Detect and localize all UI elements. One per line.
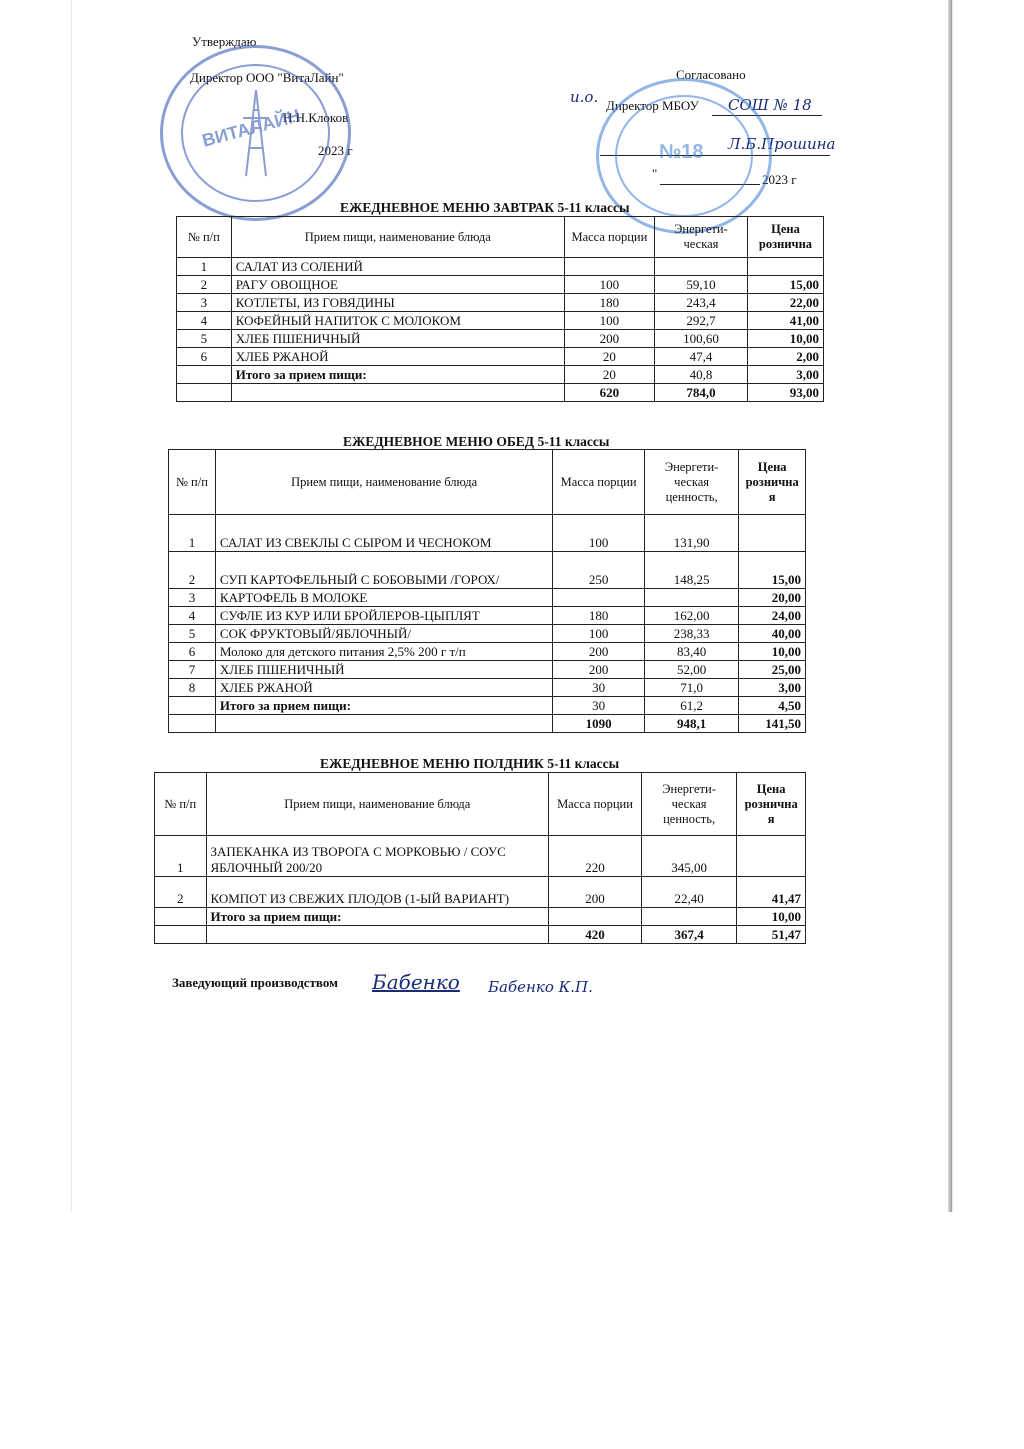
table-row bbox=[155, 836, 806, 877]
table-row bbox=[177, 348, 824, 366]
agree-label: Согласовано bbox=[676, 67, 746, 82]
dish-price: 24,00 bbox=[739, 607, 806, 625]
dish-mass: 200 bbox=[553, 661, 645, 679]
row-number: 7 bbox=[169, 661, 216, 679]
header-dish: Прием пищи, наименование блюда bbox=[206, 773, 549, 836]
dish-price: 40,00 bbox=[739, 625, 806, 643]
dish-price: 15,00 bbox=[739, 552, 806, 589]
row-number: 4 bbox=[169, 607, 216, 625]
header-energy: Энергети-ческая ценность, bbox=[644, 450, 738, 515]
row-number: 3 bbox=[177, 294, 232, 312]
dish-price: 10,00 bbox=[747, 330, 823, 348]
dish-mass bbox=[549, 908, 642, 926]
header-price: Цена рознична я bbox=[737, 773, 806, 836]
dish-mass: 220 bbox=[549, 836, 642, 877]
total-energy: 784,0 bbox=[654, 384, 747, 402]
dish-name: КОФЕЙНЫЙ НАПИТОК С МОЛОКОМ bbox=[231, 312, 564, 330]
dish-price: 15,00 bbox=[747, 276, 823, 294]
dish-name: РАГУ ОВОЩНОЕ bbox=[231, 276, 564, 294]
breakfast-title: ЕЖЕДНЕВНОЕ МЕНЮ ЗАВТРАК 5-11 классы bbox=[340, 200, 630, 215]
dish-name: Итого за прием пищи: bbox=[231, 366, 564, 384]
row-number: 5 bbox=[169, 625, 216, 643]
dish-name: СУФЛЕ ИЗ КУР ИЛИ БРОЙЛЕРОВ-ЦЫПЛЯТ bbox=[215, 607, 552, 625]
dish-name: САЛАТ ИЗ СОЛЕНИЙ bbox=[231, 258, 564, 276]
dish-mass: 250 bbox=[553, 552, 645, 589]
total-energy: 367,4 bbox=[641, 926, 736, 944]
dish-mass: 200 bbox=[564, 330, 654, 348]
dish-price: 10,00 bbox=[739, 643, 806, 661]
dish-price: 3,00 bbox=[739, 679, 806, 697]
approve-year: 2023 г bbox=[318, 143, 353, 158]
footer-label: Заведующий производством bbox=[172, 975, 338, 990]
table-row bbox=[177, 276, 824, 294]
dish-energy: 47,4 bbox=[654, 348, 747, 366]
header-mass: Масса порции bbox=[553, 450, 645, 515]
total-blank bbox=[155, 926, 207, 944]
dish-name: ХЛЕБ ПШЕНИЧНЫЙ bbox=[231, 330, 564, 348]
dish-energy: 243,4 bbox=[654, 294, 747, 312]
dish-price: 4,50 bbox=[739, 697, 806, 715]
row-number: 1 bbox=[169, 515, 216, 552]
table-row bbox=[177, 330, 824, 348]
total-blank bbox=[215, 715, 552, 733]
row-number: 4 bbox=[177, 312, 232, 330]
blank-area bbox=[0, 1212, 1024, 1449]
dish-price: 20,00 bbox=[739, 589, 806, 607]
lunch-table bbox=[168, 449, 806, 733]
dish-energy: 292,7 bbox=[654, 312, 747, 330]
table-total-row bbox=[169, 715, 806, 733]
dish-energy bbox=[644, 589, 738, 607]
total-blank bbox=[169, 715, 216, 733]
dish-energy: 238,33 bbox=[644, 625, 738, 643]
snack-table bbox=[154, 772, 806, 944]
dish-name: Итого за прием пищи: bbox=[206, 908, 549, 926]
row-number: 5 bbox=[177, 330, 232, 348]
row-number: 2 bbox=[155, 877, 207, 908]
table-total-row bbox=[177, 384, 824, 402]
header-number: № п/п bbox=[177, 217, 232, 258]
header-energy: Энергети-ческая bbox=[654, 217, 747, 258]
header-number: № п/п bbox=[155, 773, 207, 836]
dish-energy: 131,90 bbox=[644, 515, 738, 552]
dish-energy: 83,40 bbox=[644, 643, 738, 661]
footer-signature-name: Бабенко К.П. bbox=[488, 978, 593, 996]
row-number: 6 bbox=[177, 348, 232, 366]
dish-mass: 200 bbox=[553, 643, 645, 661]
agree-prefix: и.о. bbox=[570, 88, 599, 106]
row-number bbox=[169, 697, 216, 715]
dish-mass bbox=[553, 589, 645, 607]
row-number: 2 bbox=[169, 552, 216, 589]
approve-name: Н.Н.Клоков bbox=[283, 110, 349, 125]
header-price: Цена рознична я bbox=[739, 450, 806, 515]
total-blank bbox=[206, 926, 549, 944]
dish-price: 41,47 bbox=[737, 877, 806, 908]
dish-price: 2,00 bbox=[747, 348, 823, 366]
table-row bbox=[169, 643, 806, 661]
agree-position: Директор МБОУ bbox=[606, 98, 699, 113]
total-mass: 620 bbox=[564, 384, 654, 402]
dish-mass: 20 bbox=[564, 366, 654, 384]
dish-energy: 162,00 bbox=[644, 607, 738, 625]
header-number: № п/п bbox=[169, 450, 216, 515]
footer-signature: Бабенко bbox=[372, 970, 460, 994]
table-header-row bbox=[155, 773, 806, 836]
table-row bbox=[155, 877, 806, 908]
dish-price: 3,00 bbox=[747, 366, 823, 384]
row-number: 8 bbox=[169, 679, 216, 697]
table-row bbox=[169, 607, 806, 625]
agree-school: СОШ № 18 bbox=[728, 96, 812, 114]
dish-name: ХЛЕБ РЖАНОЙ bbox=[231, 348, 564, 366]
snack-title: ЕЖЕДНЕВНОЕ МЕНЮ ПОЛДНИК 5-11 классы bbox=[320, 756, 620, 771]
total-energy: 948,1 bbox=[644, 715, 738, 733]
total-price: 141,50 bbox=[739, 715, 806, 733]
row-number: 1 bbox=[177, 258, 232, 276]
dish-name: ХЛЕБ ПШЕНИЧНЫЙ bbox=[215, 661, 552, 679]
row-number bbox=[155, 908, 207, 926]
company-stamp bbox=[160, 45, 351, 221]
dish-price: 25,00 bbox=[739, 661, 806, 679]
row-number: 6 bbox=[169, 643, 216, 661]
total-blank bbox=[231, 384, 564, 402]
approve-label: Утверждаю bbox=[192, 34, 257, 49]
row-number: 1 bbox=[155, 836, 207, 877]
table-header-row bbox=[169, 450, 806, 515]
total-price: 51,47 bbox=[737, 926, 806, 944]
table-row bbox=[169, 589, 806, 607]
dish-mass: 30 bbox=[553, 697, 645, 715]
total-mass: 420 bbox=[549, 926, 642, 944]
table-header-row bbox=[177, 217, 824, 258]
dish-price bbox=[747, 258, 823, 276]
stamp-number: №18 bbox=[659, 141, 704, 163]
dish-name: СОК ФРУКТОВЫЙ/ЯБЛОЧНЫЙ/ bbox=[215, 625, 552, 643]
table-row bbox=[169, 552, 806, 589]
table-row bbox=[169, 697, 806, 715]
total-blank bbox=[177, 384, 232, 402]
dish-name: КАРТОФЕЛЬ В МОЛОКЕ bbox=[215, 589, 552, 607]
dish-price bbox=[737, 836, 806, 877]
row-number: 2 bbox=[177, 276, 232, 294]
dish-mass: 100 bbox=[553, 625, 645, 643]
dish-name: Итого за прием пищи: bbox=[215, 697, 552, 715]
breakfast-table bbox=[176, 216, 824, 402]
header-dish: Прием пищи, наименование блюда bbox=[231, 217, 564, 258]
table-row bbox=[177, 312, 824, 330]
dish-name: ЗАПЕКАНКА ИЗ ТВОРОГА С МОРКОВЬЮ / СОУС ЯБЛОЧНЫЙ 200/20 bbox=[206, 836, 549, 877]
dish-price: 41,00 bbox=[747, 312, 823, 330]
dish-name: СУП КАРТОФЕЛЬНЫЙ С БОБОВЫМИ /ГОРОХ/ bbox=[215, 552, 552, 589]
agree-quote: " bbox=[652, 166, 658, 181]
dish-energy: 40,8 bbox=[654, 366, 747, 384]
dish-price bbox=[739, 515, 806, 552]
dish-price: 22,00 bbox=[747, 294, 823, 312]
dish-energy: 148,25 bbox=[644, 552, 738, 589]
scan-edge bbox=[948, 0, 952, 1212]
table-row bbox=[169, 625, 806, 643]
dish-price: 10,00 bbox=[737, 908, 806, 926]
lunch-title: ЕЖЕДНЕВНОЕ МЕНЮ ОБЕД 5-11 классы bbox=[343, 434, 610, 449]
dish-energy: 52,00 bbox=[644, 661, 738, 679]
total-price: 93,00 bbox=[747, 384, 823, 402]
dish-mass: 20 bbox=[564, 348, 654, 366]
dish-name: Молоко для детского питания 2,5% 200 г т/п bbox=[215, 643, 552, 661]
table-row bbox=[169, 661, 806, 679]
table-total-row bbox=[155, 926, 806, 944]
row-number bbox=[177, 366, 232, 384]
dish-name: КОТЛЕТЫ, ИЗ ГОВЯДИНЫ bbox=[231, 294, 564, 312]
header-energy: Энергети-ческая ценность, bbox=[641, 773, 736, 836]
header-price: Цена рознична bbox=[747, 217, 823, 258]
table-row bbox=[177, 294, 824, 312]
total-mass: 1090 bbox=[553, 715, 645, 733]
dish-mass: 180 bbox=[564, 294, 654, 312]
agree-year: 2023 г bbox=[762, 172, 797, 187]
dish-energy: 100,60 bbox=[654, 330, 747, 348]
approve-position: Директор ООО "ВитаЛайн" bbox=[190, 70, 344, 85]
dish-energy bbox=[654, 258, 747, 276]
table-row bbox=[177, 366, 824, 384]
dish-energy bbox=[641, 908, 736, 926]
dish-energy: 61,2 bbox=[644, 697, 738, 715]
dish-mass: 200 bbox=[549, 877, 642, 908]
dish-name: САЛАТ ИЗ СВЕКЛЫ С СЫРОМ И ЧЕСНОКОМ bbox=[215, 515, 552, 552]
table-row bbox=[169, 515, 806, 552]
table-row bbox=[169, 679, 806, 697]
header-mass: Масса порции bbox=[564, 217, 654, 258]
dish-mass: 100 bbox=[553, 515, 645, 552]
dish-mass: 180 bbox=[553, 607, 645, 625]
agree-handwritten-name: Л.Б.Прошина bbox=[728, 135, 836, 153]
header-mass: Масса порции bbox=[549, 773, 642, 836]
dish-energy: 22,40 bbox=[641, 877, 736, 908]
dish-mass: 100 bbox=[564, 276, 654, 294]
dish-mass bbox=[564, 258, 654, 276]
dish-mass: 30 bbox=[553, 679, 645, 697]
dish-energy: 59,10 bbox=[654, 276, 747, 294]
dish-name: КОМПОТ ИЗ СВЕЖИХ ПЛОДОВ (1-ЫЙ ВАРИАНТ) bbox=[206, 877, 549, 908]
dish-energy: 345,00 bbox=[641, 836, 736, 877]
dish-mass: 100 bbox=[564, 312, 654, 330]
row-number: 3 bbox=[169, 589, 216, 607]
header-dish: Прием пищи, наименование блюда bbox=[215, 450, 552, 515]
stamp-brand: ВИТАЛАЙН bbox=[199, 105, 303, 151]
table-row bbox=[177, 258, 824, 276]
dish-energy: 71,0 bbox=[644, 679, 738, 697]
table-row bbox=[155, 908, 806, 926]
dish-name: ХЛЕБ РЖАНОЙ bbox=[215, 679, 552, 697]
